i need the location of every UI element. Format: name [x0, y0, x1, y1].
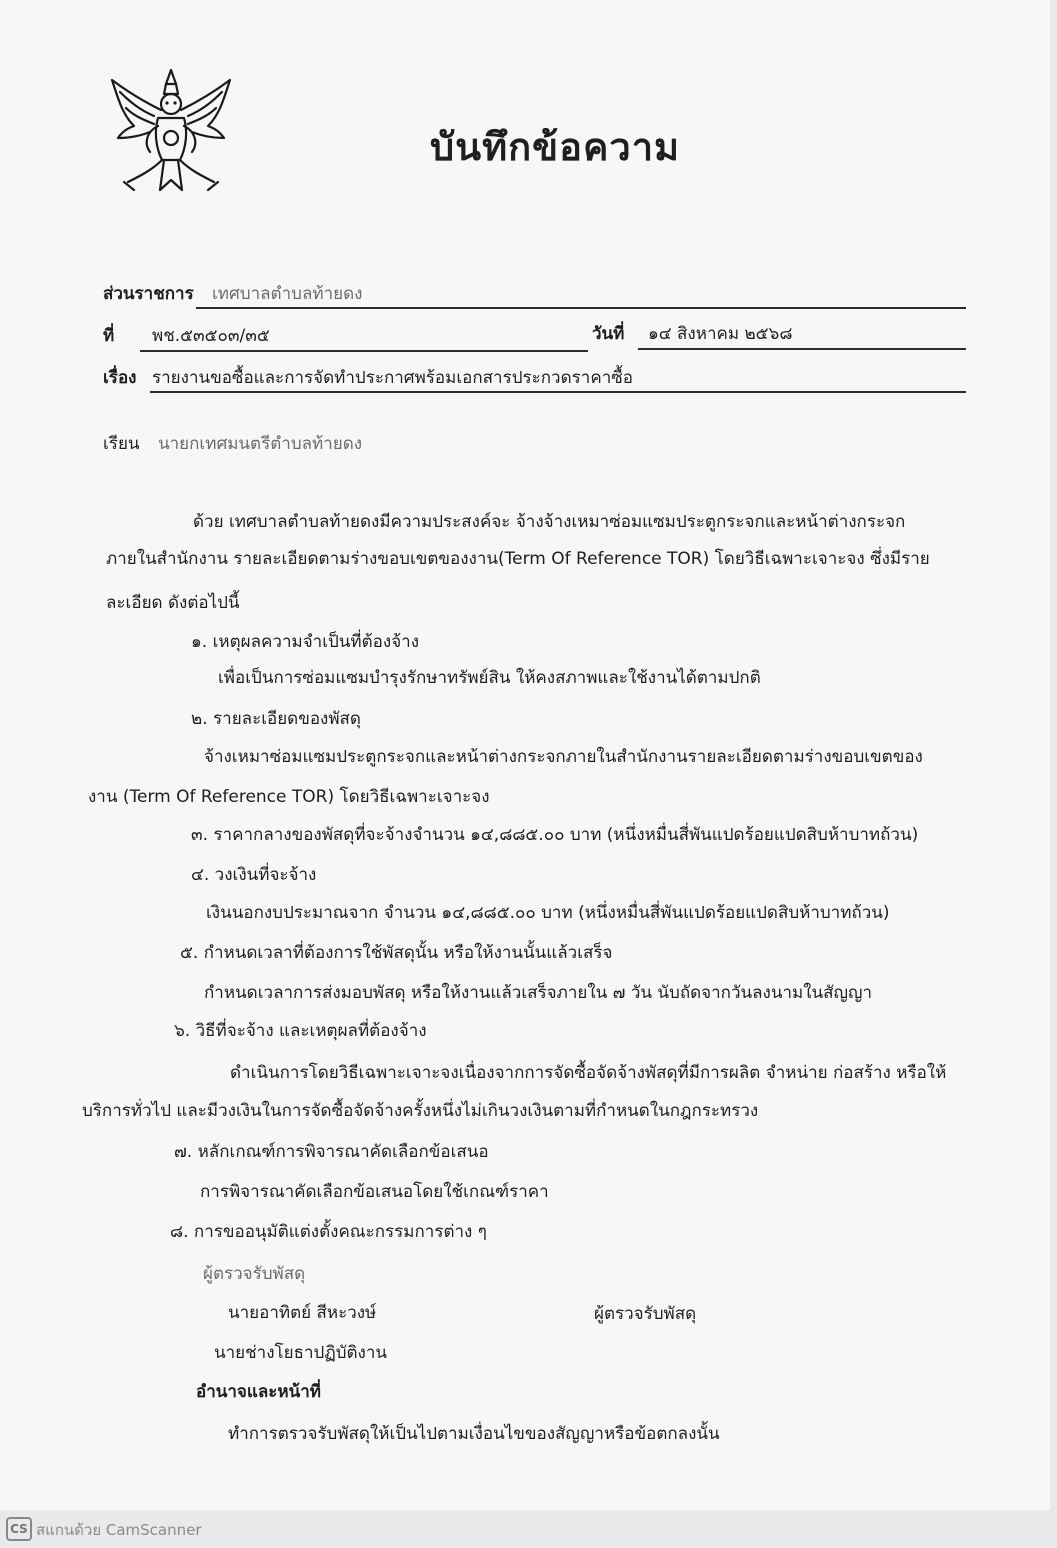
- to-label: เรียน: [103, 434, 140, 454]
- item-4-title: ๔. วงเงินที่จะจ้าง: [191, 865, 317, 885]
- item-1-title: ๑. เหตุผลความจำเป็นที่ต้องจ้าง: [191, 632, 419, 652]
- date-underline: [638, 348, 966, 350]
- item-2-title: ๒. รายละเอียดของพัสดุ: [191, 709, 361, 729]
- item-7-text: การพิจารณาคัดเลือกข้อเสนอโดยใช้เกณฑ์ราคา: [200, 1182, 549, 1202]
- agency-value: เทศบาลตำบลท้ายดง: [212, 284, 363, 304]
- item-6-line-1: ดำเนินการโดยวิธีเฉพาะเจาะจงเนื่องจากการจัดซื้อจัดจ้างพัสดุที่มีการผลิต จำหน่าย ก่อสร้าง หรือให้: [230, 1063, 947, 1083]
- intro-line-2: ภายในสำนักงาน รายละเอียดตามร่างขอบเขตของงาน(Term Of Reference TOR) โดยวิธีเฉพาะเจาะจง ซึ่งมีราย: [106, 549, 930, 569]
- memo-title: บันทึกข้อความ: [430, 125, 681, 169]
- agency-underline: [196, 307, 966, 309]
- item-5-title: ๕. กำหนดเวลาที่ต้องการใช้พัสดุนั้น หรือให้งานนั้นแล้วเสร็จ: [180, 943, 613, 963]
- item-4-text: เงินนอกงบประมาณจาก จำนวน ๑๔,๘๘๕.๐๐ บาท (หนึ่งหมื่นสี่พันแปดร้อยแปดสิบห้าบาทถ้วน): [206, 903, 890, 923]
- item-6-title: ๖. วิธีที่จะจ้าง และเหตุผลที่ต้องจ้าง: [174, 1021, 427, 1041]
- date-label: วันที่: [592, 324, 625, 344]
- garuda-emblem-icon: [100, 62, 242, 202]
- item-3-text: ๓. ราคากลางของพัสดุที่จะจ้างจำนวน ๑๔,๘๘๕.๐๐ บาท (หนึ่งหมื่นสี่พันแปดร้อยแปดสิบห้าบาทถ้วน): [191, 825, 919, 845]
- ref-underline: [140, 350, 588, 352]
- to-value: นายกเทศมนตรีตำบลท้ายดง: [158, 434, 363, 454]
- inspector-role: ผู้ตรวจรับพัสดุ: [594, 1304, 697, 1324]
- item-6-line-2: บริการทั่วไป และมีวงเงินในการจัดซื้อจัดจ้างครั้งหนึ่งไม่เกินวงเงินตามที่กำหนดในกฎกระทรวง: [82, 1101, 759, 1121]
- intro-line-3: ละเอียด ดังต่อไปนี้: [106, 593, 240, 613]
- subject-value: รายงานขอซื้อและการจัดทำประกาศพร้อมเอกสารประกวดราคาซื้อ: [152, 368, 633, 388]
- item-7-title: ๗. หลักเกณฑ์การพิจารณาคัดเลือกข้อเสนอ: [174, 1142, 489, 1162]
- subject-label: เรื่อง: [103, 368, 137, 388]
- inspector-position: นายช่างโยธาปฏิบัติงาน: [214, 1343, 388, 1363]
- item-2-line-2: งาน (Term Of Reference TOR) โดยวิธีเฉพาะเจาะจง: [88, 787, 490, 807]
- item-1-text: เพื่อเป็นการซ่อมแซมบำรุงรักษาทรัพย์สิน ให้คงสภาพและใช้งานได้ตามปกติ: [218, 668, 761, 688]
- intro-line-1: ด้วย เทศบาลตำบลท้ายดงมีความประสงค์จะ จ้างจ้างเหมาซ่อมแซมประตูกระจกและหน้าต่างกระจก: [193, 512, 906, 532]
- agency-label: ส่วนราชการ: [103, 284, 194, 304]
- camscanner-watermark: สแกนด้วย CamScanner: [36, 1521, 202, 1539]
- inspector-heading: ผู้ตรวจรับพัสดุ: [203, 1264, 306, 1284]
- camscanner-logo: CS: [6, 1517, 32, 1541]
- item-2-line-1: จ้างเหมาซ่อมแซมประตูกระจกและหน้าต่างกระจกภายในสำนักงานรายละเอียดตามร่างขอบเขตของ: [204, 747, 923, 767]
- inspector-name: นายอาทิตย์ สีหะวงษ์: [228, 1303, 377, 1323]
- date-value: ๑๔ สิงหาคม ๒๕๖๘: [648, 324, 793, 344]
- duty-heading: อำนาจและหน้าที่: [196, 1382, 321, 1402]
- item-8-title: ๘. การขออนุมัติแต่งตั้งคณะกรรมการต่าง ๆ: [170, 1222, 487, 1242]
- item-5-text: กำหนดเวลาการส่งมอบพัสดุ หรือให้งานแล้วเสร็จภายใน ๗ วัน นับถัดจากวันลงนามในสัญญา: [204, 983, 873, 1003]
- ref-value: พช.๕๓๕๐๓/๓๕: [152, 326, 270, 346]
- duty-text: ทำการตรวจรับพัสดุให้เป็นไปตามเงื่อนไขของสัญญาหรือข้อตกลงนั้น: [228, 1424, 720, 1444]
- ref-label: ที่: [103, 326, 115, 346]
- subject-underline: [150, 391, 966, 393]
